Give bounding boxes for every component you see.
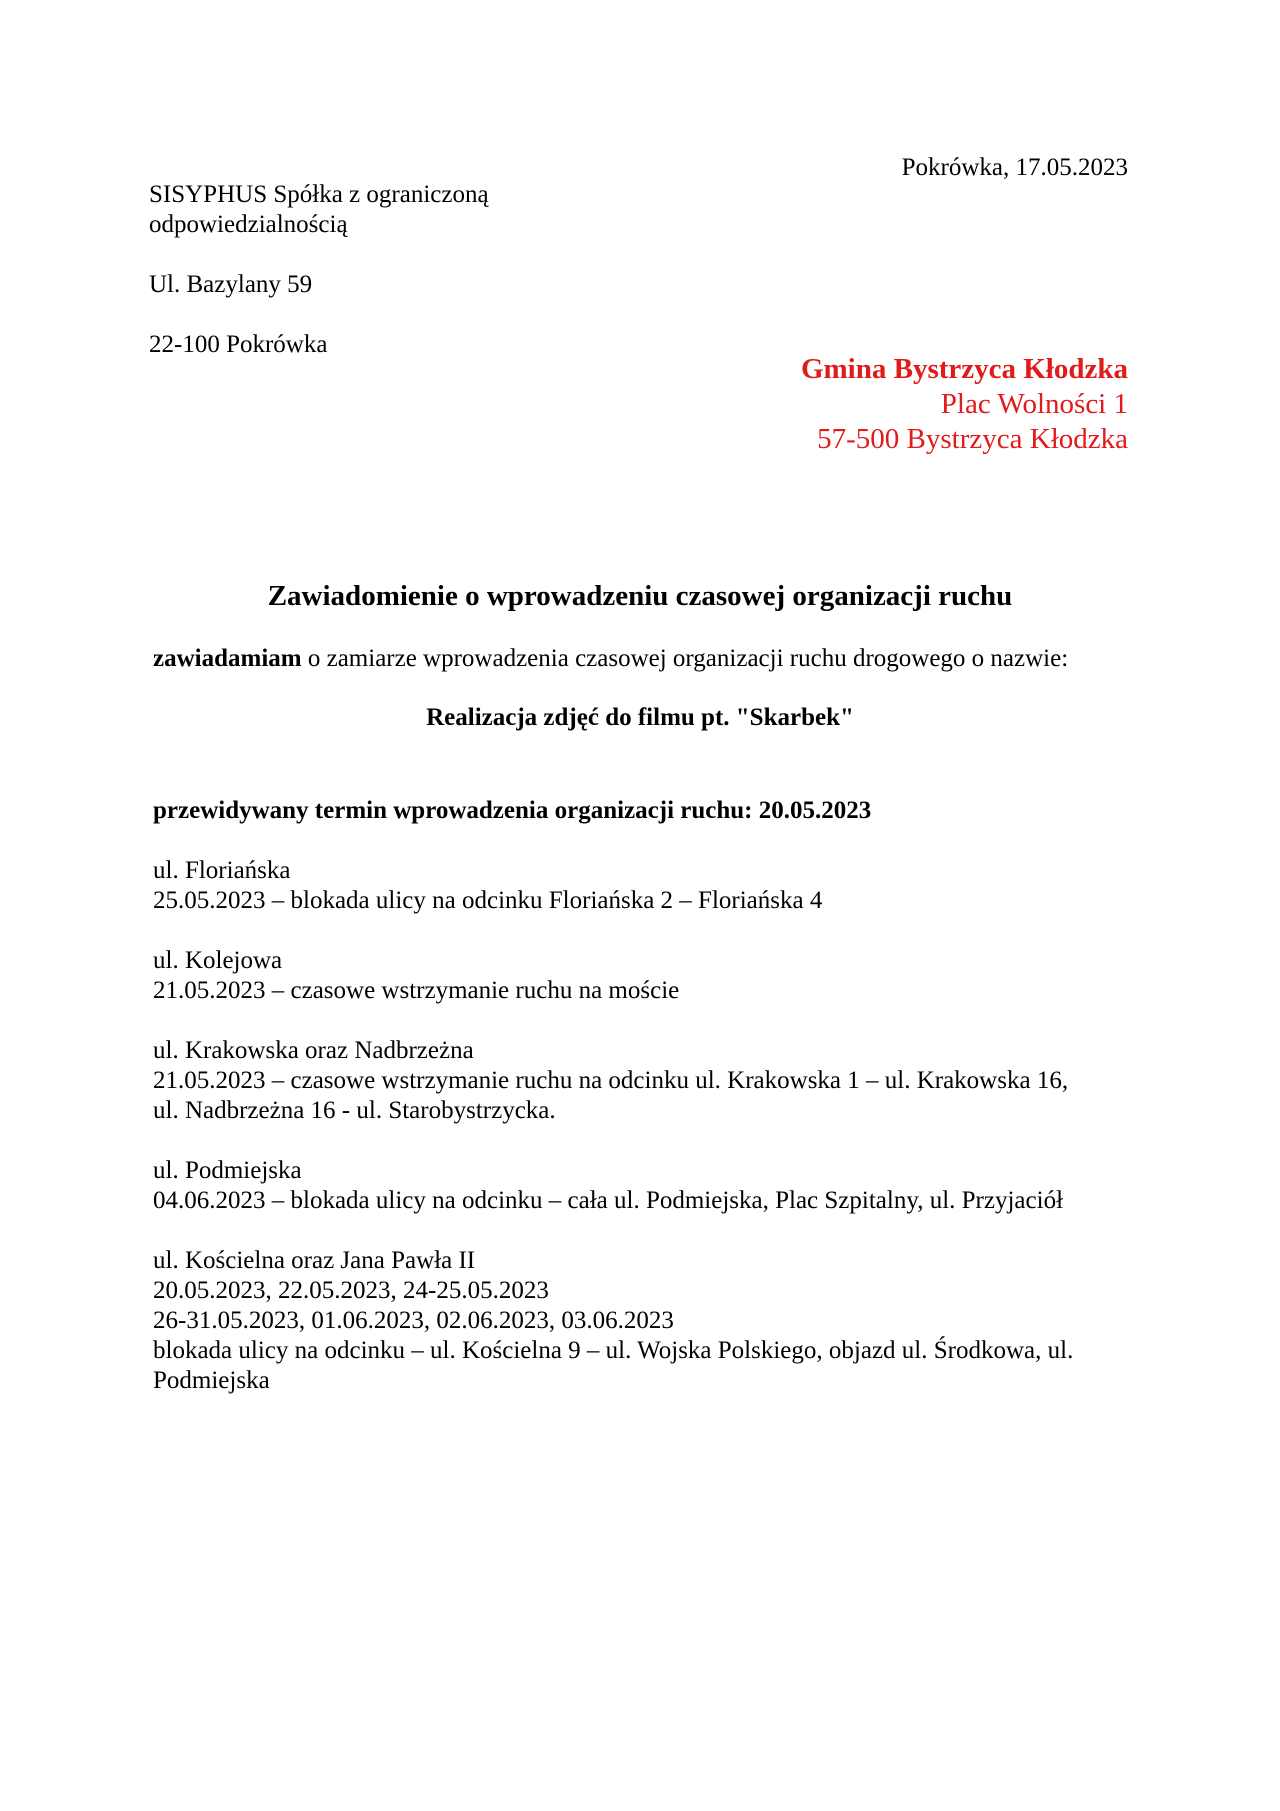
sender-name-line1: SISYPHUS Spółka z ograniczoną <box>149 181 489 208</box>
entry-line: blokada ulicy na odcinku – ul. Kościelna 9 – ul. Wojska Polskiego, objazd ul. Środkowa, ul. <box>153 1337 1074 1364</box>
street-entry <box>153 1036 1073 1126</box>
street-entry <box>153 856 1073 916</box>
entry-street: ul. Podmiejska <box>153 1157 302 1184</box>
street-entries <box>153 856 1073 1426</box>
entry-street: ul. Kościelna oraz Jana Pawła II <box>153 1247 476 1274</box>
intro-bold: zawiadamiam <box>153 645 302 672</box>
sender-city: 22-100 Pokrówka <box>149 331 328 358</box>
recipient-address <box>801 352 1128 457</box>
entry-street: ul. Kolejowa <box>153 947 283 974</box>
entry-line: ul. Nadbrzeżna 16 - ul. Starobystrzycka. <box>153 1097 556 1124</box>
recipient-name: Gmina Bystrzyca Kłodzka <box>800 353 1128 385</box>
sender-street: Ul. Bazylany 59 <box>149 271 313 298</box>
project-name: Realizacja zdjęć do filmu pt. "Skarbek" <box>426 704 854 731</box>
sender-name-line2: odpowiedzialnością <box>149 211 348 238</box>
street-entry <box>153 946 1073 1006</box>
entry-line: 25.05.2023 – blokada ulicy na odcinku Floriańska 2 – Floriańska 4 <box>153 887 823 914</box>
street-entry <box>153 1246 1073 1396</box>
entry-line: 04.06.2023 – blokada ulicy na odcinku – cała ul. Podmiejska, Plac Szpitalny, ul. Przyjaciół <box>153 1187 1064 1214</box>
document-title: Zawiadomienie o wprowadzeniu czasowej organizacji ruchu <box>267 580 1013 612</box>
entry-line: 20.05.2023, 22.05.2023, 24-25.05.2023 <box>153 1277 549 1304</box>
entry-line: Podmiejska <box>153 1367 270 1394</box>
entry-line: 21.05.2023 – czasowe wstrzymanie ruchu na moście <box>153 977 680 1004</box>
date-line: Pokrówka, 17.05.2023 <box>901 154 1128 181</box>
entry-street: ul. Krakowska oraz Nadbrzeżna <box>153 1037 474 1064</box>
entry-line: 26-31.05.2023, 01.06.2023, 02.06.2023, 03.06.2023 <box>153 1307 674 1334</box>
recipient-street: Plac Wolności 1 <box>940 388 1128 420</box>
entry-line: 21.05.2023 – czasowe wstrzymanie ruchu na odcinku ul. Krakowska 1 – ul. Krakowska 16, <box>153 1067 1069 1094</box>
intro-rest: o zamiarze wprowadzenia czasowej organizacji ruchu drogowego o nazwie: <box>301 645 1069 672</box>
intro-paragraph <box>153 643 1068 675</box>
recipient-city: 57-500 Bystrzyca Kłodzka <box>817 423 1128 455</box>
entry-street: ul. Floriańska <box>153 857 291 884</box>
sender-address <box>149 180 489 360</box>
term-line: przewidywany termin wprowadzenia organizacji ruchu: 20.05.2023 <box>153 797 872 824</box>
street-entry <box>153 1156 1073 1216</box>
